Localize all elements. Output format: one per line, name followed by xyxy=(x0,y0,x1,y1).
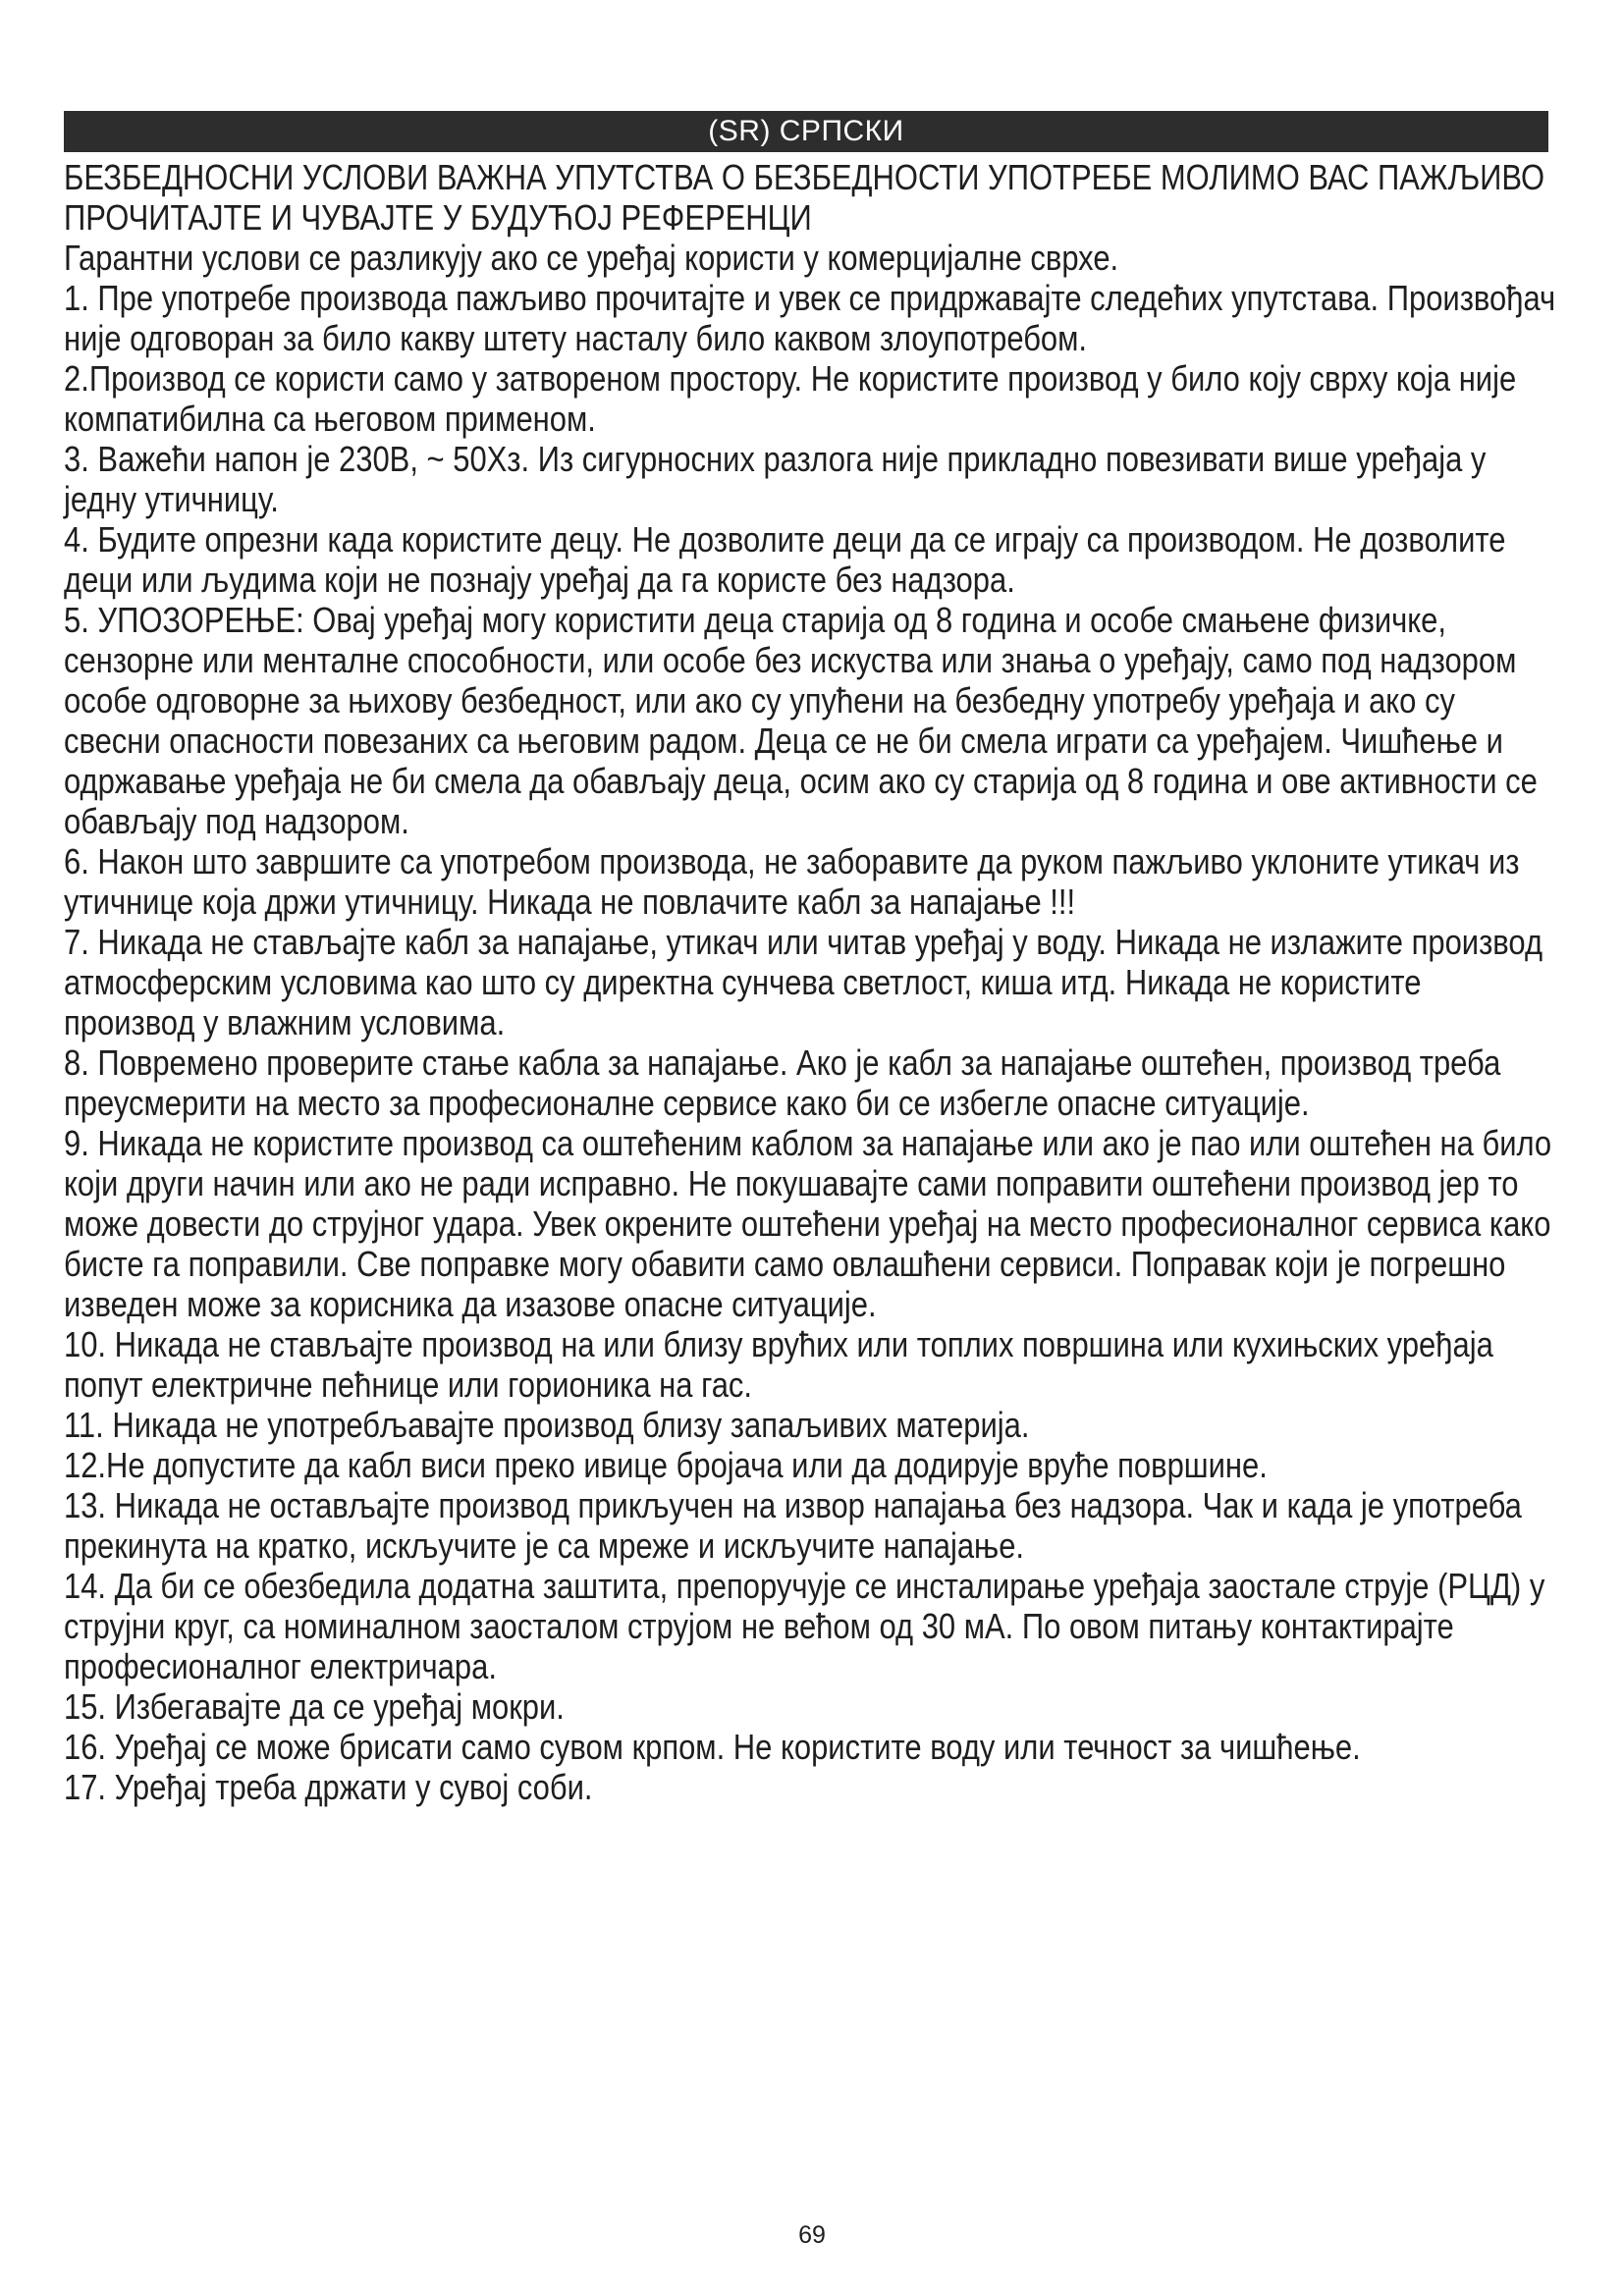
instruction-item-2: 2.Производ се користи само у затвореном простору. Не користите производ у било коју сврху која није компатибилна са његовом применом. xyxy=(64,358,1517,439)
instruction-item-12: 12.Не допустите да кабл виси преко ивице бројача или да додирује вруће површине. xyxy=(64,1445,1268,1485)
instruction-item-17: 17. Уређај треба држати у сувој соби. xyxy=(64,1767,593,1807)
instruction-item-3: 3. Важећи напон је 230В, ~ 50Хз. Из сигурносних разлога није прикладно повезивати више уређаја у једну утичницу. xyxy=(64,439,1487,519)
instruction-item-1: 1. Пре употребе производа пажљиво прочитајте и увек се придржавајте следећих упутстава. Произвођач није одговоран за било какву штету насталу било каквом злоупотребом. xyxy=(64,278,1556,358)
warranty-note: Гарантни услови се разликују ако се уређај користи у комерцијалне сврхе. xyxy=(64,238,1119,278)
instruction-item-13: 13. Никада не остављајте производ прикључен на извор напајања без надзора. Чак и када је употреба прекинута на кратко, искључите је са мреже и искључите напајање. xyxy=(64,1485,1522,1566)
instruction-item-9: 9. Никада не користите производ са оштећеним каблом за напајање или ако је пао или оштећен на било који други начин или ако не ради исправно. Не покушавајте сами поправити оштећени производ јер то може довести до струјног удара. Увек окрените оштећени уређај на место професионалног сервиса како бисте га поправили. Све поправке могу обавити само овлашћени сервиси. Поправак који је погрешно изведен може за корисника да изазове опасне ситуације. xyxy=(64,1123,1552,1324)
instruction-item-11: 11. Никада не употребљавајте производ близу запаљивих материја. xyxy=(64,1405,1030,1445)
instruction-item-8: 8. Повремено проверите стање кабла за напајање. Ако је кабл за напајање оштећен, производ треба преусмерити на место за професионалне сервисе како би се избегле опасне ситуације. xyxy=(64,1042,1501,1123)
page-number: 69 xyxy=(798,2221,826,2249)
safety-instructions xyxy=(64,157,1556,1807)
instruction-item-7: 7. Никада не стављајте кабл за напајање, утикач или читав уређај у воду. Никада не излажите производ атмосферским условима као што су директна сунчева светлост, киша итд. Никада не користите производ у влажним условима. xyxy=(64,922,1543,1042)
language-header-bar: (SR) СРПСКИ xyxy=(64,111,1548,152)
document-title: БЕЗБЕДНОСНИ УСЛОВИ ВАЖНА УПУТСТВА О БЕЗБЕДНОСТИ УПОТРЕБЕ МОЛИМО ВАС ПАЖЉИВО ПРОЧИТАЈТЕ И ЧУВАЈТЕ У БУДУЋОЈ РЕФЕРЕНЦИ xyxy=(64,157,1545,238)
instruction-item-14: 14. Да би се обезбедила додатна заштита, препоручује се инсталирање уређаја заостале струје (РЦД) у струјни круг, са номиналном заосталом струјом не већом од 30 мА. По овом питању контактирајте професионалног електричара. xyxy=(64,1566,1545,1686)
instruction-item-15: 15. Избегавајте да се уређај мокри. xyxy=(64,1686,565,1727)
instruction-item-16: 16. Уређај се може брисати само сувом крпом. Не користите воду или течност за чишћење. xyxy=(64,1727,1361,1767)
instruction-item-6: 6. Након што завршите са употребом производа, не заборавите да руком пажљиво уклоните утикач из утичнице која држи утичницу. Никада не повлачите кабл за напајање !!! xyxy=(64,841,1520,922)
instruction-item-4: 4. Будите опрезни када користите децу. Не дозволите деци да се играју са производом. Не дозволите деци или људима који не познају уређај да га користе без надзора. xyxy=(64,519,1506,600)
instruction-item-5: 5. УПОЗОРЕЊЕ: Овај уређај могу користити деца старија од 8 година и особе смањене физичке, сензорне или менталне способности, или особе без искуства или знања о уређају, само под надзором особе одговорне за њихову безбедност, или ако су упућени на безбедну употребу уређаја и ако су свесни опасности повезаних са његовим радом. Деца се не би смела играти са уређајем. Чишћење и одржавање уређаја не би смела да обављају деца, осим ако су старија од 8 година и ове активности се обављају под надзором. xyxy=(64,600,1538,841)
instruction-item-10: 10. Никада не стављајте производ на или близу врућих или топлих површина или кухињских уређаја попут електричне пећнице или горионика на гас. xyxy=(64,1324,1493,1405)
